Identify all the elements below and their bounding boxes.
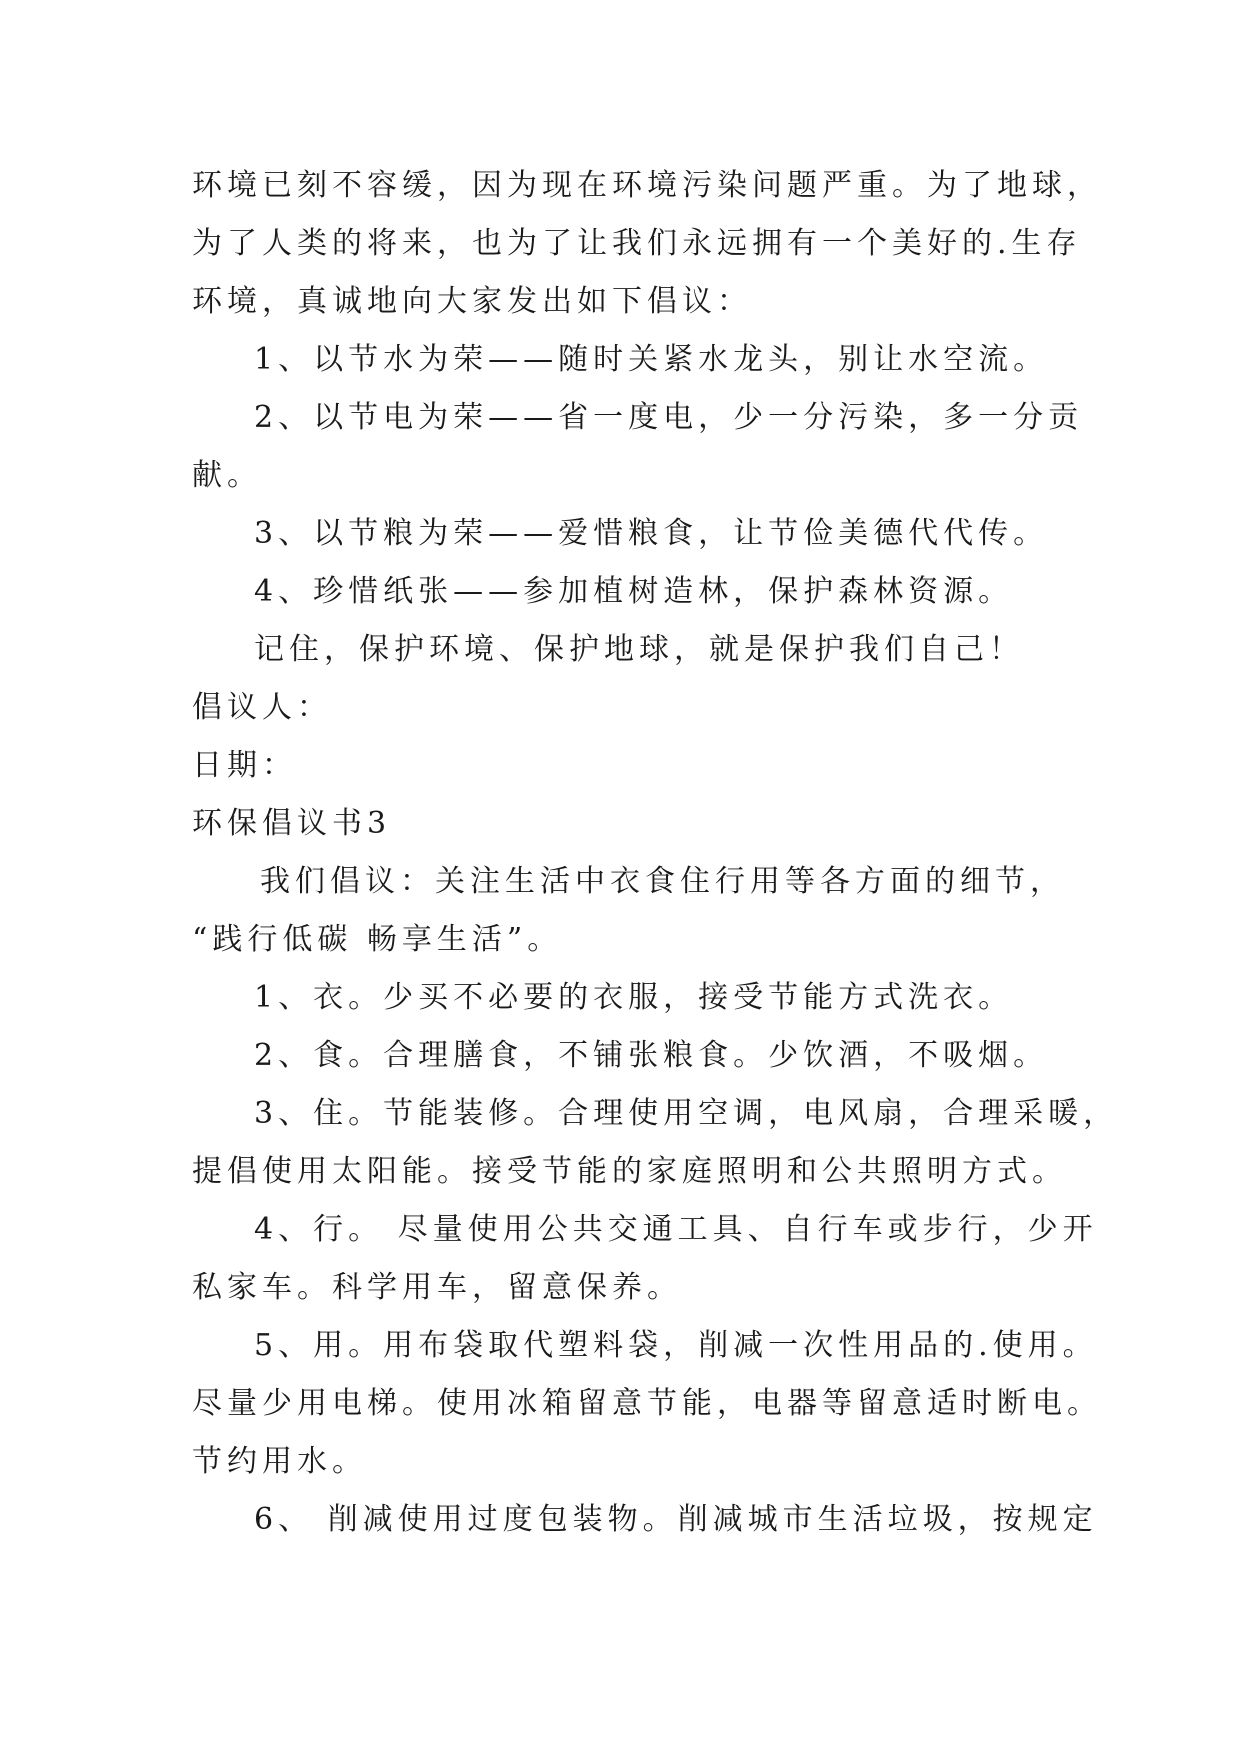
list-item: 4、行。 尽量使用公共交通工具、自行车或步行，少开 (254, 1212, 1098, 1247)
paragraph-line: “践行低碳 畅享生活”。 (192, 922, 563, 957)
list-item: 3、住。节能装修。合理使用空调，电风扇，合理采暖， (254, 1096, 1119, 1131)
list-item: 5、用。用布袋取代塑料袋，削减一次性用品的.使用。 (254, 1328, 1098, 1363)
date-label: 日期： (192, 748, 297, 783)
paragraph-line: 记住，保护环境、保护地球，就是保护我们自己！ (254, 632, 1024, 667)
paragraph-line: 环境已刻不容缓，因为现在环境污染问题严重。为了地球， (192, 168, 1102, 203)
paragraph-line: 我们倡议：关注生活中衣食住行用等各方面的细节， (260, 864, 1065, 899)
list-item: 1、衣。少买不必要的衣服，接受节能方式洗衣。 (254, 980, 1014, 1015)
paragraph-line: 环境，真诚地向大家发出如下倡议： (192, 284, 752, 319)
section-title: 环保倡议书3 (192, 806, 392, 841)
paragraph-line: 献。 (192, 458, 262, 493)
list-item: 3、以节粮为荣——爱惜粮食，让节俭美德代代传。 (254, 516, 1049, 551)
proposer-label: 倡议人： (192, 690, 332, 725)
list-item: 2、食。合理膳食，不铺张粮食。少饮酒，不吸烟。 (254, 1038, 1049, 1073)
paragraph-line: 私家车。科学用车，留意保养。 (192, 1270, 682, 1305)
paragraph-line: 节约用水。 (192, 1444, 367, 1479)
paragraph-line: 提倡使用太阳能。接受节能的家庭照明和公共照明方式。 (192, 1154, 1067, 1189)
paragraph-line: 为了人类的将来，也为了让我们永远拥有一个美好的.生存 (192, 226, 1082, 261)
list-item: 2、以节电为荣——省一度电，少一分污染，多一分贡 (254, 400, 1084, 435)
list-item: 4、珍惜纸张——参加植树造林，保护森林资源。 (254, 574, 1014, 609)
paragraph-line: 尽量少用电梯。使用冰箱留意节能，电器等留意适时断电。 (192, 1386, 1102, 1421)
list-item: 1、以节水为荣——随时关紧水龙头，别让水空流。 (254, 342, 1049, 377)
list-item: 6、 削减使用过度包装物。削减城市生活垃圾，按规定 (254, 1502, 1098, 1537)
